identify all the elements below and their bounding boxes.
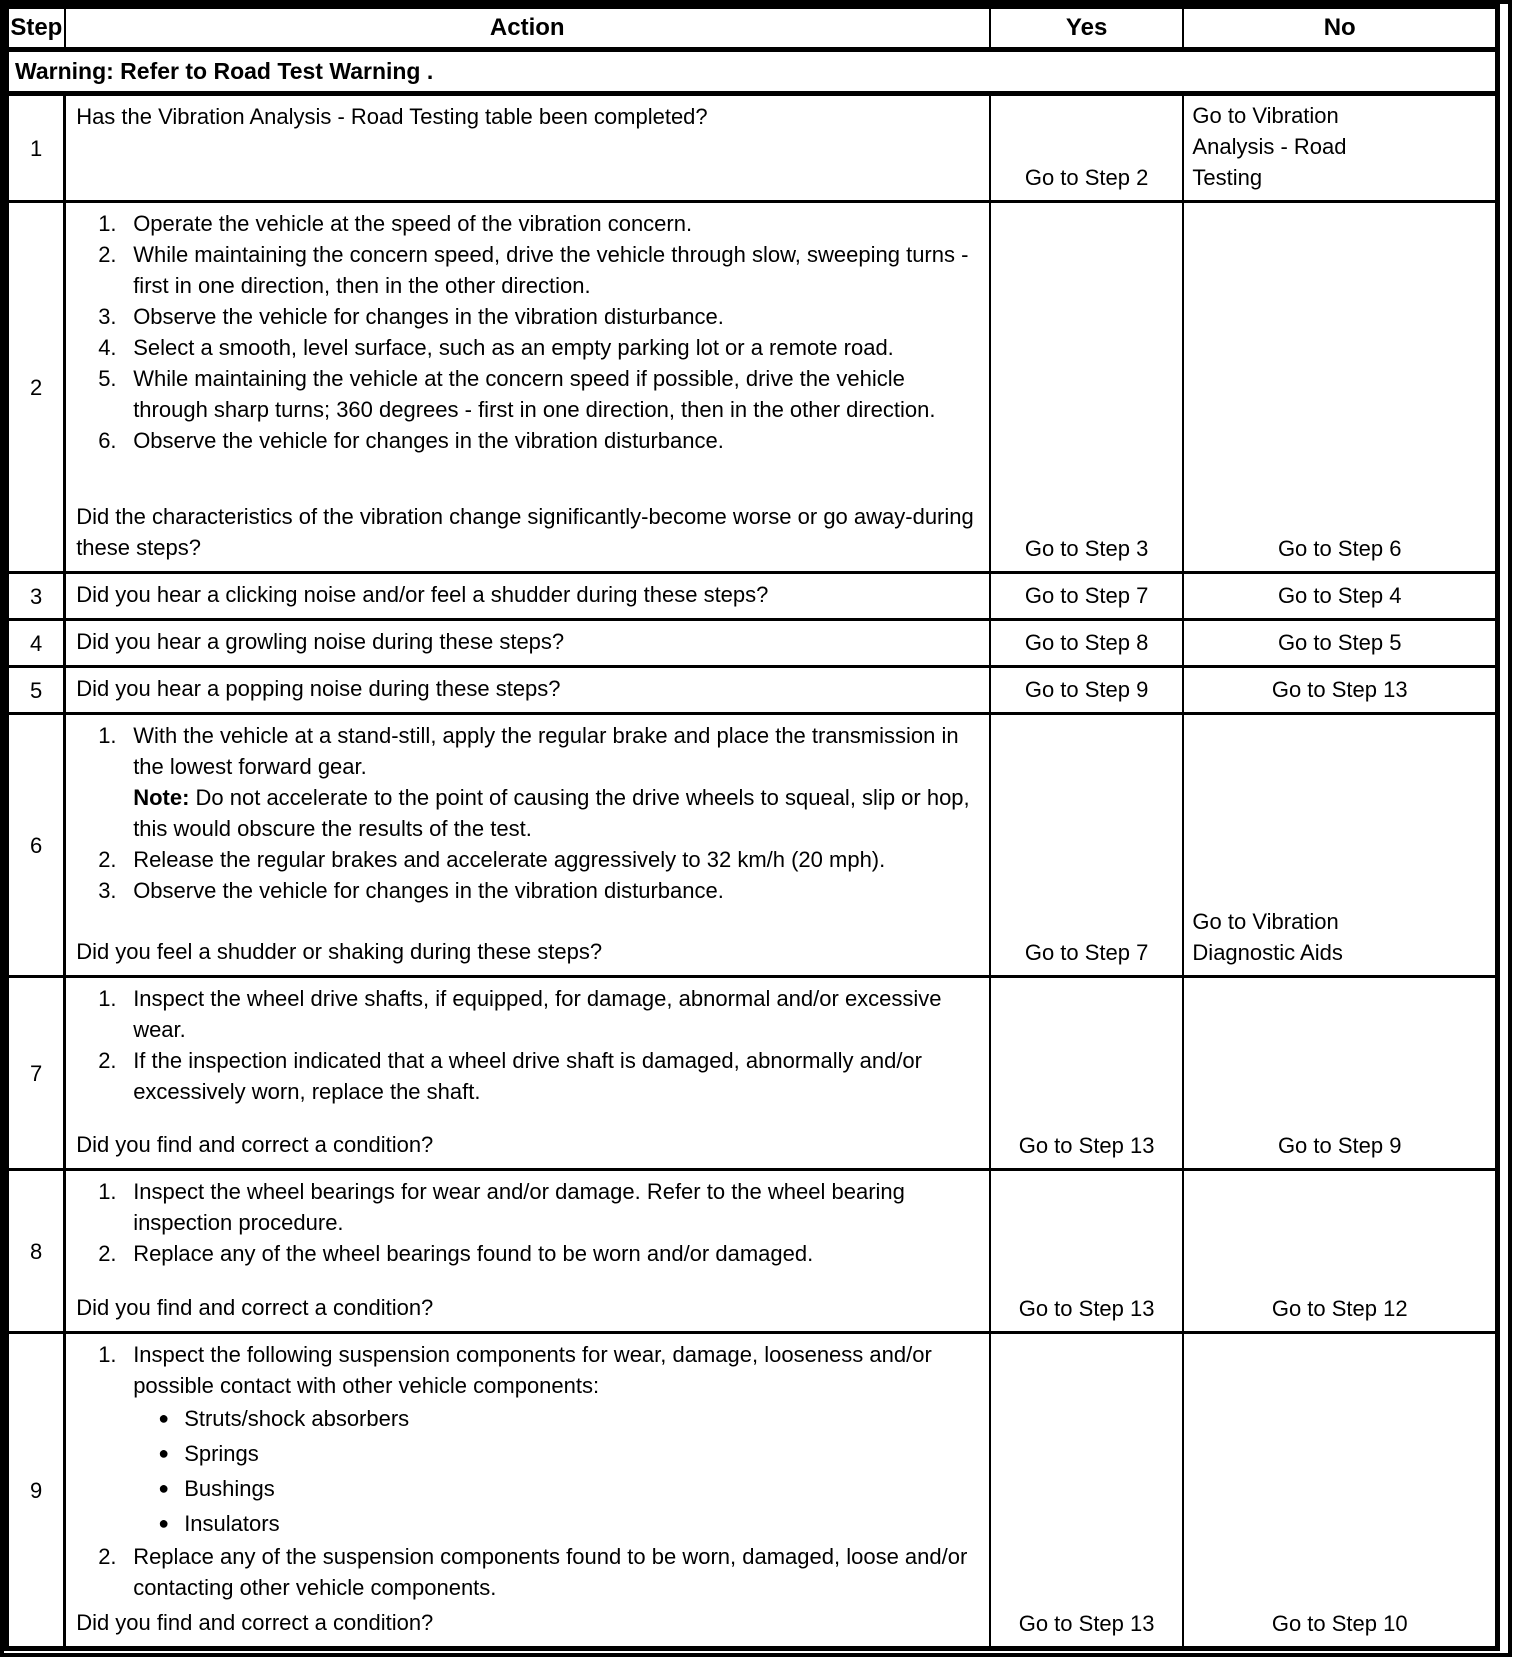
item-text: While maintaining the vehicle at the concern speed if possible, drive the vehicle through sharp turns; 360 degrees - first in one direction, then in the other direction. xyxy=(133,366,936,422)
diagnostic-table xyxy=(4,4,1500,1651)
item-number: 1. xyxy=(98,1179,117,1204)
step-number: 9 xyxy=(7,1333,65,1649)
table-row xyxy=(7,667,1498,714)
no-text: Go to Vibration Analysis - Road Testing xyxy=(1192,103,1347,190)
step-number: 1 xyxy=(7,94,65,202)
table-row xyxy=(7,1333,1498,1649)
step-number: 3 xyxy=(7,573,65,620)
action-cell xyxy=(65,1333,990,1649)
item-number: 3. xyxy=(98,304,117,329)
action-item xyxy=(98,363,981,425)
item-text: If the inspection indicated that a wheel drive shaft is damaged, abnormally and/or excessively worn, replace the shaft. xyxy=(133,1048,922,1104)
yes-text: Go to Step 9 xyxy=(1024,677,1149,702)
action-item xyxy=(98,844,981,875)
table-row xyxy=(7,620,1498,667)
no-text: Go to Step 13 xyxy=(1271,677,1408,702)
item-text: Observe the vehicle for changes in the vibration disturbance. xyxy=(133,878,724,903)
no-cell xyxy=(1183,1170,1497,1333)
yes-text: Go to Step 8 xyxy=(1024,630,1149,655)
no-text: Go to Step 12 xyxy=(1271,1296,1408,1321)
yes-cell xyxy=(990,714,1184,977)
no-cell xyxy=(1183,977,1497,1170)
no-cell xyxy=(1183,94,1497,202)
action-cell xyxy=(65,1170,990,1333)
action-item xyxy=(98,239,981,301)
action-cell xyxy=(65,714,990,977)
item-text: Inspect the wheel drive shafts, if equipped, for damage, abnormal and/or excessive wear. xyxy=(133,986,942,1042)
action-content xyxy=(76,208,981,563)
item-text: Operate the vehicle at the speed of the vibration concern. xyxy=(133,211,693,236)
item-text: With the vehicle at a stand-still, apply the regular brake and place the transmission in the lowest forward gear. xyxy=(133,723,959,779)
yes-text: Go to Step 13 xyxy=(1018,1296,1155,1321)
bullet-item xyxy=(158,1403,981,1434)
item-number: 1. xyxy=(98,211,117,236)
column-header-action: Action xyxy=(65,7,990,50)
no-text: Go to Step 6 xyxy=(1277,536,1402,561)
yes-cell xyxy=(990,667,1184,714)
action-cell xyxy=(65,620,990,667)
bullet-text: Bushings xyxy=(184,1476,275,1501)
note-body: Do not accelerate to the point of causing the drive wheels to squeal, slip or hop, this would obscure the results of the test. xyxy=(133,785,970,841)
action-question: Did you find and correct a condition? xyxy=(76,1295,434,1320)
action-item xyxy=(98,1176,981,1238)
action-cell xyxy=(65,94,990,202)
action-content xyxy=(76,1339,981,1638)
action-question: Did you find and correct a condition? xyxy=(76,1132,434,1157)
yes-text: Go to Step 7 xyxy=(1024,583,1149,608)
action-question: Did you feel a shudder or shaking during these steps? xyxy=(76,939,603,964)
bullet-icon: ● xyxy=(158,1478,170,1498)
no-cell xyxy=(1183,667,1497,714)
item-number: 1. xyxy=(98,723,117,748)
item-text: While maintaining the concern speed, drive the vehicle through slow, sweeping turns - first in one direction, then in the other direction. xyxy=(133,242,969,298)
note-label: Note: xyxy=(133,785,190,810)
no-text: Go to Step 4 xyxy=(1277,583,1402,608)
no-cell xyxy=(1183,1333,1497,1649)
action-content xyxy=(76,1176,981,1323)
action-content xyxy=(76,673,981,704)
action-item xyxy=(98,1238,981,1269)
no-text: Go to Step 10 xyxy=(1271,1611,1408,1636)
item-number: 6. xyxy=(98,428,117,453)
yes-cell xyxy=(990,620,1184,667)
action-item xyxy=(98,332,981,363)
action-content xyxy=(76,983,981,1160)
step-number: 7 xyxy=(7,977,65,1170)
step-number: 4 xyxy=(7,620,65,667)
yes-cell xyxy=(990,1170,1184,1333)
item-number: 4. xyxy=(98,335,117,360)
yes-cell xyxy=(990,202,1184,573)
action-cell xyxy=(65,977,990,1170)
step-number: 5 xyxy=(7,667,65,714)
table-row xyxy=(7,94,1498,202)
no-text: Go to Vibration Diagnostic Aids xyxy=(1192,909,1343,965)
table-row xyxy=(7,714,1498,977)
table-row xyxy=(7,202,1498,573)
yes-cell xyxy=(990,1333,1184,1649)
action-content xyxy=(76,579,981,610)
item-number: 2. xyxy=(98,1544,117,1569)
action-text: Did you hear a clicking noise and/or feel a shudder during these steps? xyxy=(76,582,769,607)
yes-cell xyxy=(990,573,1184,620)
yes-text: Go to Step 13 xyxy=(1018,1133,1155,1158)
yes-text: Go to Step 3 xyxy=(1024,536,1149,561)
bullet-item xyxy=(158,1508,981,1539)
item-text: Select a smooth, level surface, such as an empty parking lot or a remote road. xyxy=(133,335,894,360)
item-number: 3. xyxy=(98,878,117,903)
no-text: Go to Step 5 xyxy=(1277,630,1402,655)
item-number: 1. xyxy=(98,1342,117,1367)
item-text: Release the regular brakes and accelerate aggressively to 32 km/h (20 mph). xyxy=(133,847,886,872)
table-row xyxy=(7,977,1498,1170)
item-number: 2. xyxy=(98,242,117,267)
yes-cell xyxy=(990,94,1184,202)
bullet-text: Struts/shock absorbers xyxy=(184,1406,410,1431)
note-text xyxy=(133,782,981,844)
action-cell xyxy=(65,573,990,620)
item-number: 2. xyxy=(98,847,117,872)
action-item xyxy=(98,1045,981,1107)
item-number: 2. xyxy=(98,1241,117,1266)
item-number: 2. xyxy=(98,1048,117,1073)
action-text: Did you hear a popping noise during these steps? xyxy=(76,676,561,701)
item-text: Replace any of the suspension components found to be worn, damaged, loose and/or contacting other vehicle components. xyxy=(133,1544,968,1600)
step-number: 8 xyxy=(7,1170,65,1333)
item-text: Observe the vehicle for changes in the vibration disturbance. xyxy=(133,428,724,453)
bullet-item xyxy=(158,1473,981,1504)
yes-text: Go to Step 13 xyxy=(1018,1611,1155,1636)
column-header-yes: Yes xyxy=(990,7,1184,50)
item-number: 5. xyxy=(98,366,117,391)
item-text: Inspect the wheel bearings for wear and/or damage. Refer to the wheel bearing inspection procedure. xyxy=(133,1179,905,1235)
no-cell xyxy=(1183,620,1497,667)
item-number: 1. xyxy=(98,986,117,1011)
bullet-item xyxy=(158,1438,981,1469)
item-text: Replace any of the wheel bearings found to be worn and/or damaged. xyxy=(133,1241,814,1266)
action-item xyxy=(98,720,981,782)
action-text: Has the Vibration Analysis - Road Testing table been completed? xyxy=(76,104,708,129)
no-text: Go to Step 9 xyxy=(1277,1133,1402,1158)
no-cell xyxy=(1183,573,1497,620)
bullet-icon: ● xyxy=(158,1443,170,1463)
action-content xyxy=(76,720,981,967)
item-text: Inspect the following suspension components for wear, damage, looseness and/or possible contact with other vehicle components: xyxy=(133,1342,932,1398)
action-item xyxy=(98,983,981,1045)
warning-text: Warning: Refer to Road Test Warning . xyxy=(7,50,1498,94)
step-number: 6 xyxy=(7,714,65,977)
action-content xyxy=(76,101,981,182)
action-question: Did the characteristics of the vibration change significantly-become worse or go away-during these steps? xyxy=(76,504,974,560)
yes-text: Go to Step 2 xyxy=(1024,165,1149,190)
bullet-text: Springs xyxy=(184,1441,259,1466)
no-cell xyxy=(1183,202,1497,573)
step-number: 2 xyxy=(7,202,65,573)
bullet-text: Insulators xyxy=(184,1511,280,1536)
action-content xyxy=(76,626,981,657)
action-question: Did you find and correct a condition? xyxy=(76,1610,434,1635)
header-row xyxy=(7,7,1498,50)
no-cell xyxy=(1183,714,1497,977)
table-row xyxy=(7,573,1498,620)
bullet-icon: ● xyxy=(158,1408,170,1428)
column-header-step: Step xyxy=(7,7,65,50)
item-text: Observe the vehicle for changes in the vibration disturbance. xyxy=(133,304,724,329)
action-cell xyxy=(65,667,990,714)
bullet-icon: ● xyxy=(158,1513,170,1533)
warning-row xyxy=(7,50,1498,94)
yes-text: Go to Step 7 xyxy=(1024,940,1149,965)
action-item xyxy=(98,208,981,239)
action-item xyxy=(98,301,981,332)
action-item xyxy=(98,1541,981,1603)
action-cell xyxy=(65,202,990,573)
action-item xyxy=(98,875,981,906)
column-header-no: No xyxy=(1183,7,1497,50)
yes-cell xyxy=(990,977,1184,1170)
action-text: Did you hear a growling noise during these steps? xyxy=(76,629,565,654)
table-row xyxy=(7,1170,1498,1333)
action-item xyxy=(98,425,981,456)
action-item xyxy=(98,1339,981,1401)
